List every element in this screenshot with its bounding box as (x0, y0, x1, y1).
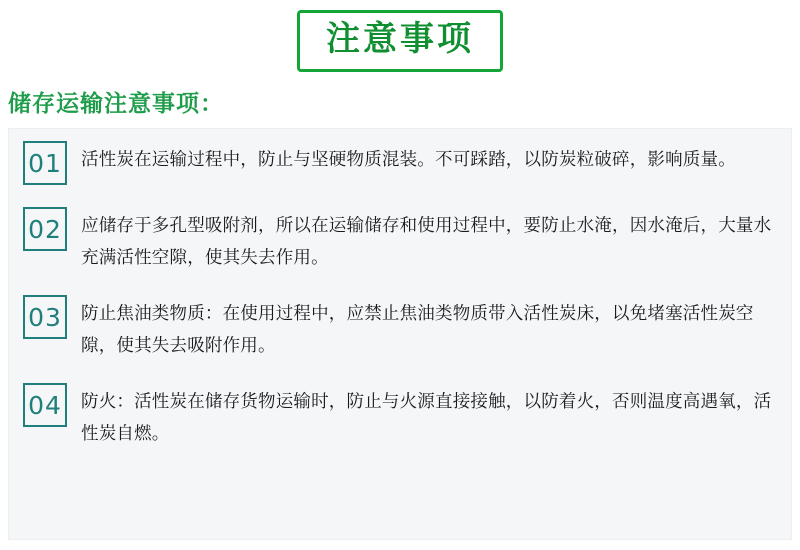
item-number-badge: 01 (23, 141, 67, 185)
title-area (0, 0, 800, 72)
title-badge (297, 10, 503, 72)
item-text: 防火：活性炭在储存货物运输时，防止与火源直接接触，以防着火，否则温度高遇氧，活性炭自燃。 (81, 391, 772, 443)
page-title: 注意事项 (326, 20, 474, 58)
notice-list-panel (8, 128, 792, 540)
item-text: 活性炭在运输过程中，防止与坚硬物质混装。不可踩踏，以防炭粒破碎，影响质量。 (81, 149, 736, 169)
list-item (23, 207, 777, 273)
item-number-badge: 04 (23, 383, 67, 427)
item-number-badge: 03 (23, 295, 67, 339)
item-text: 防止焦油类物质：在使用过程中，应禁止焦油类物质带入活性炭床，以免堵塞活性炭空隙，使其失去吸附作用。 (81, 303, 754, 355)
list-item (23, 141, 777, 185)
list-item (23, 383, 777, 449)
list-item (23, 295, 777, 361)
item-number-badge: 02 (23, 207, 67, 251)
item-text: 应储存于多孔型吸附剂，所以在运输储存和使用过程中，要防止水淹，因水淹后，大量水充满活性空隙，使其失去作用。 (81, 215, 772, 267)
section-heading: 储存运输注意事项： (8, 90, 224, 116)
